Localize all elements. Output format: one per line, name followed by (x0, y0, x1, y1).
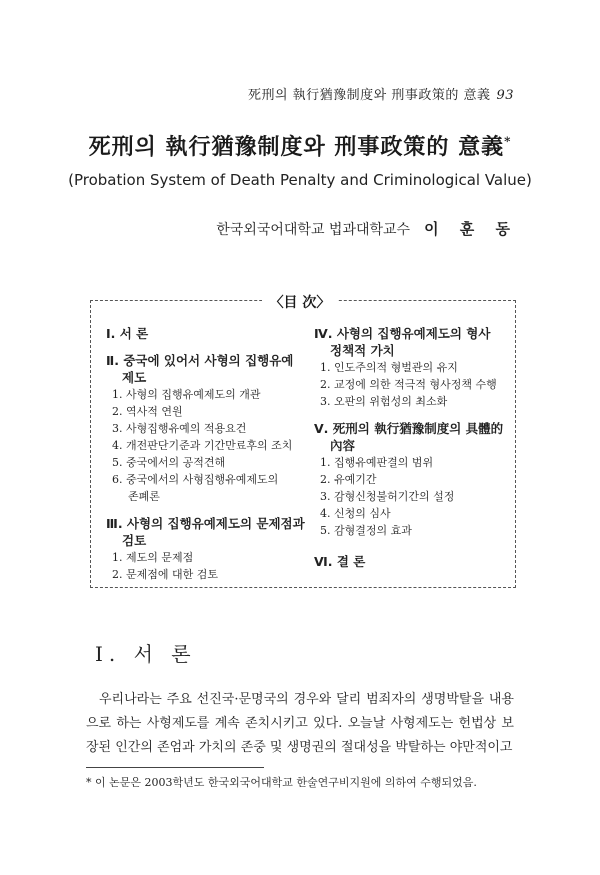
toc-heading-text: 〈目 次〉 (262, 295, 339, 311)
paper-title-text: 死刑의 執行猶豫制度와 刑事政策的 意義 (88, 134, 505, 160)
toc-section-2 (106, 352, 306, 386)
toc-section-5-line1: Ⅴ. 死刑의 執行猶豫制度의 具體的 (314, 421, 504, 436)
author-affiliation: 한국외국어대학교 법과대학교수 (216, 222, 411, 238)
toc-item: 1. 제도의 문제점 (112, 551, 194, 564)
toc-section-5 (314, 420, 510, 454)
toc-section-3 (106, 515, 306, 549)
toc-item: 3. 사형집행유예의 적용요건 (112, 422, 247, 435)
footnote: * 이 논문은 2003학년도 한국외국어대학교 한술연구비지원에 의하여 수행되었음. (86, 776, 477, 789)
toc-item: 6. 중국에서의 사형집행유예제도의 (112, 473, 279, 486)
toc-section-3-line1: Ⅲ. 사형의 집행유예제도의 문제점과 (106, 516, 305, 531)
toc-section-6: Ⅵ. 결 론 (314, 554, 366, 569)
toc-section-3-line2: 검토 (122, 533, 147, 548)
page-number: 93 (496, 88, 514, 103)
body-paragraph-text: 우리나라는 주요 선진국·문명국의 경우와 달리 범죄자의 생명박탈을 내용으로 하는 사형제도를 계속 존치시키고 있다. 오늘날 사형제도는 헌법상 보장된 인간의 존엄과 가치의 존중 및 생명권의 절대성을 박탈하는 야만적이고 (86, 692, 514, 755)
toc-item: 2. 문제점에 대한 검토 (112, 568, 218, 581)
author-line (216, 218, 518, 239)
body-paragraph (86, 688, 514, 760)
toc-item: 3. 감형신청불허기간의 설정 (320, 490, 455, 503)
author-name: 이 훈 동 (424, 220, 518, 238)
toc-item: 5. 중국에서의 공적견해 (112, 456, 226, 469)
toc-item: 4. 신청의 심사 (320, 507, 391, 520)
toc-item: 2. 유예기간 (320, 473, 377, 486)
title-footnote-mark: * (504, 134, 512, 149)
toc-heading (0, 292, 600, 312)
footnote-divider (86, 767, 264, 768)
toc-item: 2. 교정에 의한 적극적 형사정책 수행 (320, 378, 497, 391)
toc-section-4-line2: 정책적 가치 (330, 343, 395, 358)
toc-section-2-line2: 제도 (122, 370, 147, 385)
section-heading: Ⅰ. 서 론 (95, 642, 197, 666)
running-title: 死刑의 執行猶豫制度와 刑事政策的 意義 (247, 88, 491, 103)
running-header (248, 84, 514, 103)
paper-title-english: (Probation System of Death Penalty and Criminological Value) (68, 171, 532, 189)
toc-item: 4. 개전판단기준과 기간만료후의 조치 (112, 439, 293, 452)
toc-left-column (106, 325, 306, 583)
toc-item: 1. 집행유예판결의 범위 (320, 456, 434, 469)
toc-item: 존폐론 (128, 490, 160, 503)
toc-section-4-line1: Ⅳ. 사형의 집행유예제도의 형사 (314, 326, 491, 341)
toc-section-2-line1: Ⅱ. 중국에 있어서 사형의 집행유예 (106, 353, 294, 368)
toc-item: 5. 감형결정의 효과 (320, 524, 412, 537)
toc-item: 2. 역사적 연원 (112, 405, 183, 418)
toc-item: 1. 사형의 집행유예제도의 개관 (112, 388, 261, 401)
toc-section-5-line2: 內容 (330, 438, 356, 453)
toc-right-column (314, 325, 510, 570)
paper-title (0, 130, 600, 161)
toc-item: 1. 인도주의적 형벌관의 유지 (320, 361, 458, 374)
toc-section-4 (314, 325, 510, 359)
toc-item: 3. 오판의 위험성의 최소화 (320, 395, 448, 408)
toc-section-1: Ⅰ. 서 론 (106, 326, 149, 341)
